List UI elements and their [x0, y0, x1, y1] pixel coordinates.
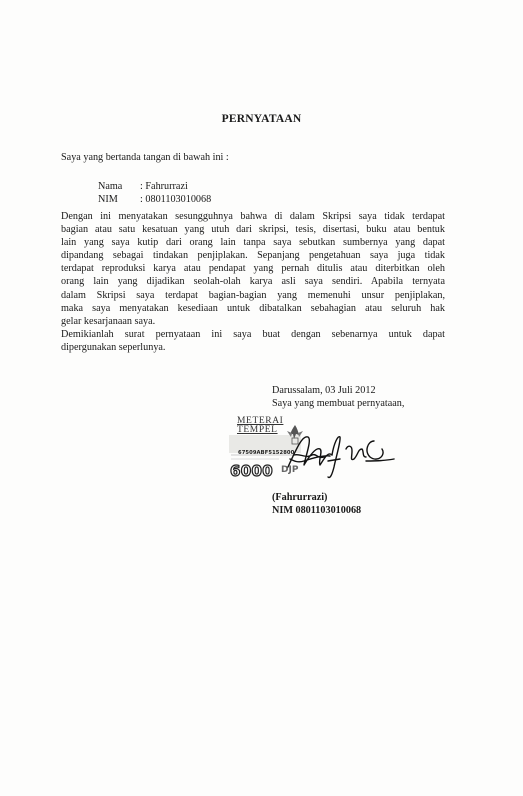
- body-line: terdapat reproduksi karya atau pendapat yang pernah ditulis atau diterbitkan oleh: [61, 263, 445, 275]
- stamp-title-line: TEMPEL: [237, 425, 278, 435]
- body-line: orang lain yang dijadikan seolah-olah karya asli saya sendiri. Apabila ternyata: [61, 276, 445, 288]
- stamp-serial: 67509ABF5152800: [238, 450, 295, 456]
- identity-row-name: [98, 181, 188, 192]
- stamp-title-line: METERAI: [237, 416, 284, 426]
- stamp-value: 6000: [230, 462, 273, 480]
- signer-nim: NIM 0801103010068: [272, 505, 362, 516]
- statement-body: [61, 210, 445, 328]
- identity-label: NIM: [98, 194, 118, 205]
- body-line: maka saya menyatakan kesediaan untuk dibatalkan sebahagian atau seluruh hak: [61, 302, 445, 314]
- document-title: PERNYATAAN: [221, 113, 302, 125]
- identity-row-nim: [98, 194, 212, 205]
- closing-line: dipergunakan seperlunya.: [61, 342, 166, 354]
- body-line: dalam Skripsi saya terdapat bagian-bagian yang memenuhi unsur penjiplakan,: [61, 289, 445, 301]
- signer-name: (Fahrurrazi): [272, 492, 328, 503]
- body-line: dipandang sebagai tindakan penjiplakan. Sepanjang pengetahuan saya juga tidak: [61, 250, 445, 262]
- identity-label: Nama: [98, 181, 123, 192]
- closing-paragraph: [61, 328, 445, 354]
- identity-value: : 0801103010068: [140, 194, 212, 205]
- closing-line: Demikianlah surat pernyataan ini saya buat dengan sebenarnya untuk dapat: [61, 329, 445, 340]
- handwritten-signature: [228, 415, 398, 485]
- body-line: lain yang saya kutip dari orang lain tanpa saya sebutkan sumbernya yang dapat: [61, 237, 445, 249]
- signer-caption: Saya yang membuat pernyataan,: [272, 398, 405, 409]
- intro-text: Saya yang bertanda tangan di bawah ini :: [61, 152, 229, 163]
- body-line: bagian atau satu kesatuan yang utuh dari skripsi, tesis, disertasi, buku atau bentuk: [61, 224, 445, 236]
- place-date: Darussalam, 03 Juli 2012: [272, 385, 376, 396]
- body-line: Dengan ini menyatakan sesungguhnya bahwa di dalam Skripsi saya tidak terdapat: [61, 211, 445, 222]
- body-line: gelar kesarjanaan saya.: [61, 315, 156, 327]
- stamp-djp-label: DJP: [281, 465, 299, 475]
- identity-value: : Fahrurrazi: [140, 181, 188, 192]
